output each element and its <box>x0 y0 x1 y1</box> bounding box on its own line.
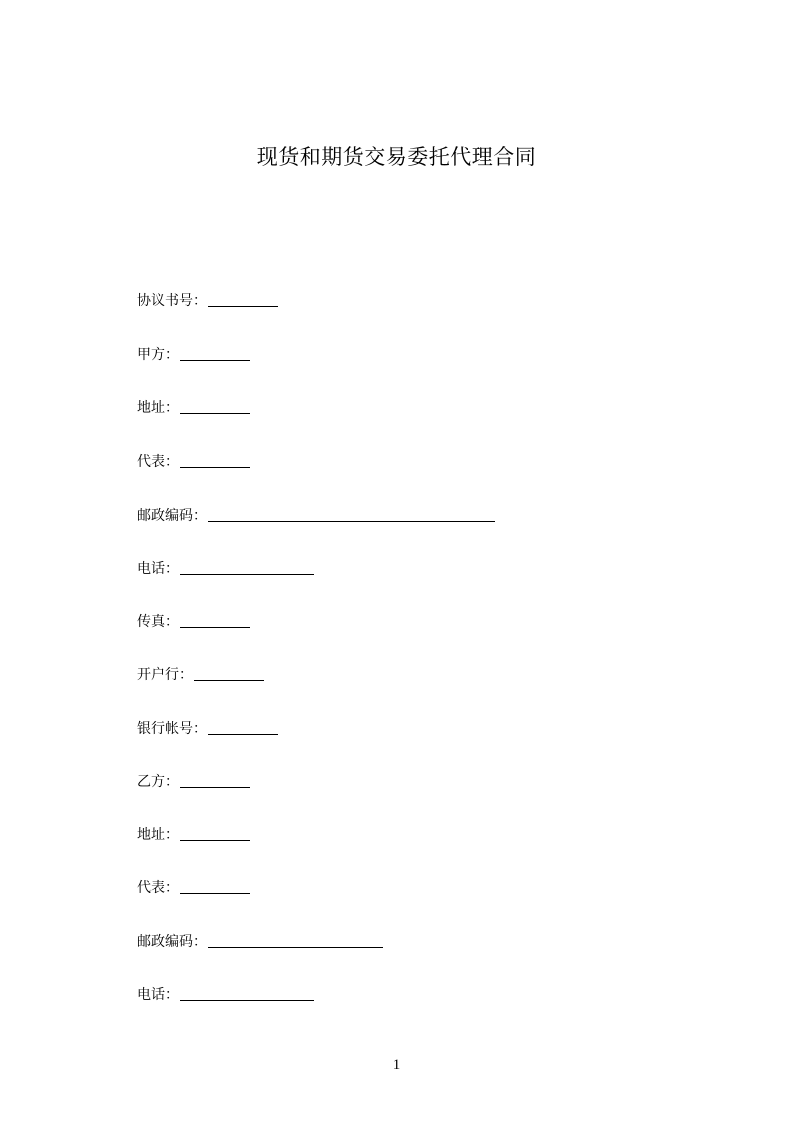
fill-in-blank <box>180 452 250 468</box>
field-party-b-phone <box>137 983 314 1005</box>
field-label: 代表： <box>137 454 179 470</box>
field-label: 地址： <box>137 400 179 416</box>
field-label: 代表： <box>137 880 179 896</box>
fill-in-blank <box>180 878 250 894</box>
field-party-b-postal-code <box>137 930 383 952</box>
page-number: 1 <box>392 1057 401 1073</box>
field-party-a-phone <box>137 557 314 579</box>
fill-in-blank <box>180 345 250 361</box>
field-label: 乙方： <box>137 774 179 790</box>
fill-in-blank <box>180 985 314 1001</box>
fill-in-blank <box>180 559 314 575</box>
fill-in-blank <box>208 291 278 307</box>
field-label: 协议书号： <box>137 293 207 309</box>
field-label: 地址： <box>137 827 179 843</box>
field-party-a-bank-account <box>137 717 278 739</box>
fill-in-blank <box>180 825 250 841</box>
field-label: 邮政编码： <box>137 934 207 950</box>
field-label: 邮政编码： <box>137 508 207 524</box>
field-party-a-representative <box>137 450 250 472</box>
field-party-a-bank <box>137 663 264 685</box>
field-party-a-postal-code <box>137 504 495 526</box>
field-label: 开户行： <box>137 667 193 683</box>
fill-in-blank <box>208 506 495 522</box>
field-label: 甲方： <box>137 347 179 363</box>
field-label: 银行帐号： <box>137 721 207 737</box>
field-party-b <box>137 770 250 792</box>
field-label: 传真： <box>137 614 179 630</box>
fill-in-blank <box>180 612 250 628</box>
field-party-b-address <box>137 823 250 845</box>
field-label: 电话： <box>137 561 179 577</box>
fill-in-blank <box>194 665 264 681</box>
fill-in-blank <box>208 932 383 948</box>
field-party-a <box>137 343 250 365</box>
fill-in-blank <box>208 719 278 735</box>
fill-in-blank <box>180 772 250 788</box>
field-agreement-number <box>137 289 278 311</box>
field-party-a-address <box>137 396 250 418</box>
document-title: 现货和期货交易委托代理合同 <box>256 145 537 169</box>
field-label: 电话： <box>137 987 179 1003</box>
field-party-b-representative <box>137 876 250 898</box>
field-party-a-fax <box>137 610 250 632</box>
fill-in-blank <box>180 398 250 414</box>
